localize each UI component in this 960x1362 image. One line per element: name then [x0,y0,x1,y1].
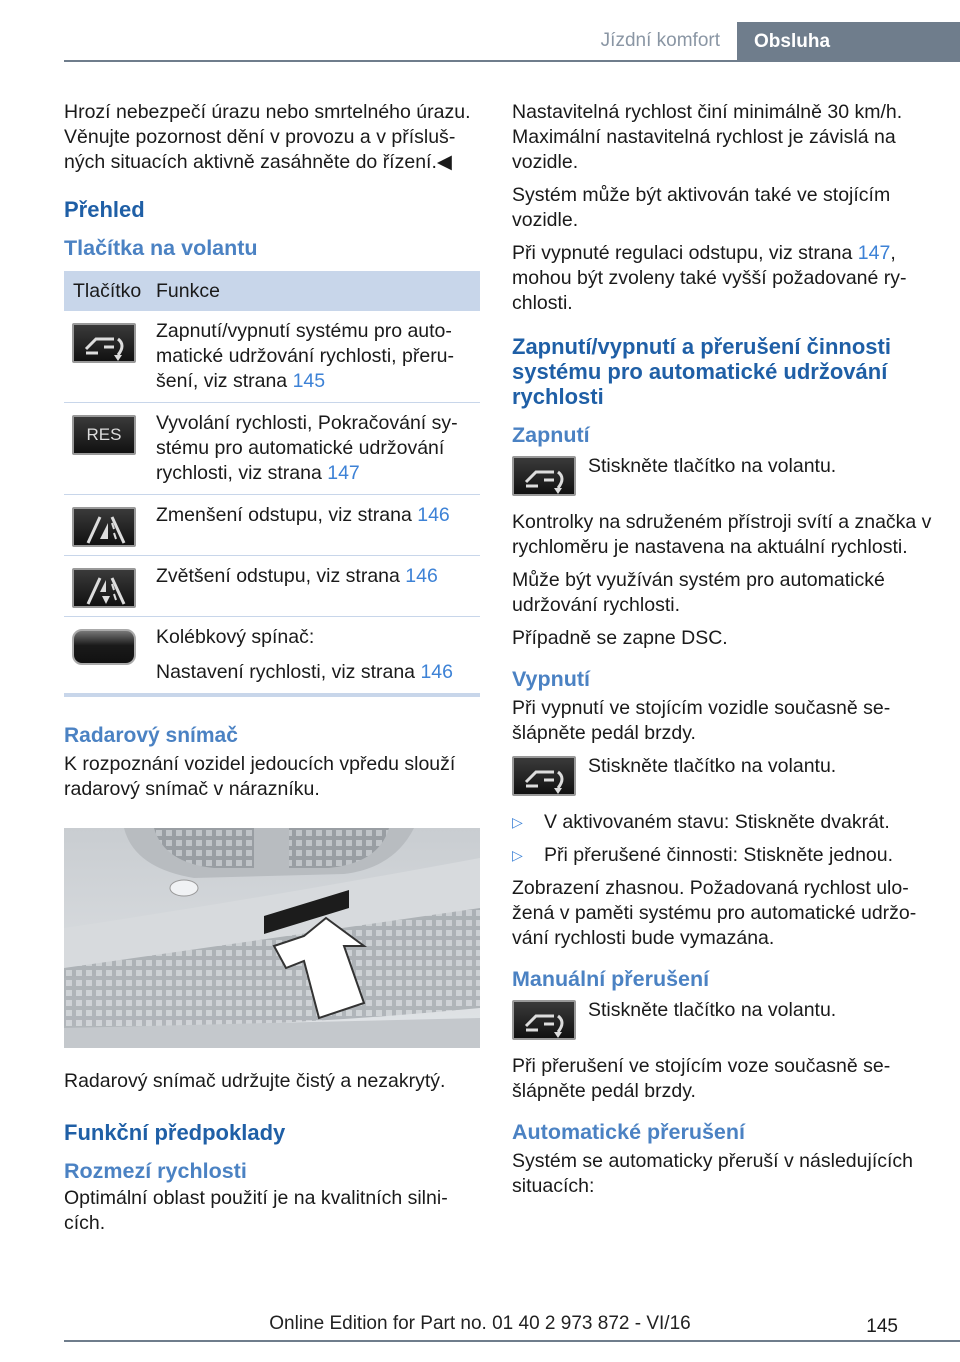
cruise-control-icon [72,323,136,363]
res-label: RES [86,425,122,444]
table-row [64,403,480,495]
table-row [64,495,480,556]
page-link[interactable]: 146 [420,661,453,683]
distance-off-text: Při vypnuté regulaci odstupu, viz strana [512,242,858,264]
zapnuti-text-3: Případně se zapne DSC. [512,627,728,649]
instruction-row [512,998,932,1040]
row-text: Zvětšení odstupu, viz strana [156,565,406,587]
cruise-control-icon [512,756,576,796]
row-text: Kolébkový spínač: [156,626,315,648]
warning-text: Hrozí nebezpečí úrazu nebo smrtelného úrazu. Věnujte pozornost dění v provozu a v příslušných situacích aktivně zasáhněte do řízení.◀ [64,101,471,173]
cruise-control-icon [512,1000,576,1040]
list-item [512,810,932,835]
radar-sensor-photo [64,828,480,1048]
page-link[interactable]: 147 [857,242,891,264]
header-section-title: Jízdní komfort [600,30,720,51]
vypnuti-text-2: Zobrazení zhasnou. Požadovaná rychlost uložená v paměti systému pro automatické udržování rychlosti bude vymazána. [512,877,917,949]
radar-clean-text: Radarový snímač udržujte čistý a nezakrytý. [64,1070,446,1092]
page-link[interactable]: 146 [417,504,450,526]
heading-radar: Radarový snímač [64,724,238,747]
heading-on-off: Zapnutí/vypnutí a přerušení činnosti systému pro automatické udržování rychlosti [512,334,891,409]
distance-decrease-icon [72,507,136,547]
press-button-text: Stiskněte tlačítko na volantu. [588,999,837,1021]
cruise-control-icon [512,456,576,496]
radar-text: K rozpoznání vozidel jedoucích vpředu slouží radarový snímač v nárazníku. [64,753,456,800]
header-chapter-tab[interactable]: Obsluha [737,22,960,62]
right-column [512,100,932,1207]
rocker-switch-icon [72,629,136,665]
table-row [64,311,480,403]
automaticke-text: Systém se automaticky přeruší v následujících situacích: [512,1150,913,1197]
row-text-2: Nastavení rychlosti, viz strana [156,661,421,683]
list-item [512,843,932,868]
page-number: 145 [866,1316,898,1337]
zapnuti-text-1: Kontrolky na sdruženém přístroji svítí a značka v rychloměru je nastavena na aktuální rychlosti. [512,511,932,558]
heading-manualni: Manuální přerušení [512,967,710,991]
heading-vypnuti: Vypnutí [512,667,591,691]
bullet-text: V aktivovaném stavu: Stiskněte dvakrát. [544,811,890,833]
instruction-row [512,454,932,496]
bullet-text: Při přerušené činnosti: Stiskněte jednou. [544,844,894,866]
row-text: Zapnutí/vypnutí systému pro automatické udržování rychlosti, přerušení, viz strana [156,320,455,392]
press-button-text: Stiskněte tlačítko na volantu. [588,755,837,777]
table-header-function: Funkce [156,279,220,302]
res-button-icon [72,415,136,455]
table-header [64,271,480,311]
instruction-row [512,754,932,796]
heading-funkcni: Funkční předpoklady [64,1120,286,1145]
heading-zapnuti: Zapnutí [512,423,590,447]
heading-automaticke: Automatické přerušení [512,1120,745,1144]
page-link[interactable]: 147 [327,462,360,484]
zapnuti-text-2: Může být využíván systém pro automatické udržování rychlosti. [512,569,885,616]
distance-increase-icon [72,568,136,608]
heading-rozmezi: Rozmezí rychlosti [64,1159,247,1183]
heading-prehled: Přehled [64,197,145,222]
distance-off-text-end: , mohou být zvoleny také vyšší požadované rychlosti. [512,242,907,314]
standstill-text: Systém může být aktivován také ve stojícím vozidle. [512,184,891,231]
table-header-button: Tlačítko [73,279,142,302]
buttons-table [64,271,480,697]
heading-tlacitka: Tlačítka na volantu [64,236,258,260]
page-link[interactable]: 145 [292,370,326,392]
bullet-triangle-icon: ▷ [512,814,523,830]
press-button-text: Stiskněte tlačítko na volantu. [588,455,837,477]
row-text: Vyvolání rychlosti, Pokračování systému pro automatické udržování rychlosti, viz strana [156,412,458,484]
header-divider [64,60,960,62]
table-row [64,617,480,693]
speed-range-text: Nastavitelná rychlost činí minimálně 30 km/h. Maximální nastavitelná rychlost je závislá na vozidle. [512,101,903,173]
footer-edition: Online Edition for Part no. 01 40 2 973 872 - VI/16 [269,1313,691,1334]
bullet-triangle-icon: ▷ [512,847,523,863]
manualni-text: Při přerušení ve stojícím voze současně sešlápněte pedál brzdy. [512,1055,891,1102]
page-link[interactable]: 146 [405,565,438,587]
table-row [64,556,480,617]
row-text: Zmenšení odstupu, viz strana [156,504,418,526]
vypnuti-text-1: Při vypnutí ve stojícím vozidle současně sešlápněte pedál brzdy. [512,697,891,744]
footer-divider [64,1340,960,1342]
rozmezi-text: Optimální oblast použití je na kvalitních silnicích. [64,1187,448,1234]
left-column [64,100,480,1244]
